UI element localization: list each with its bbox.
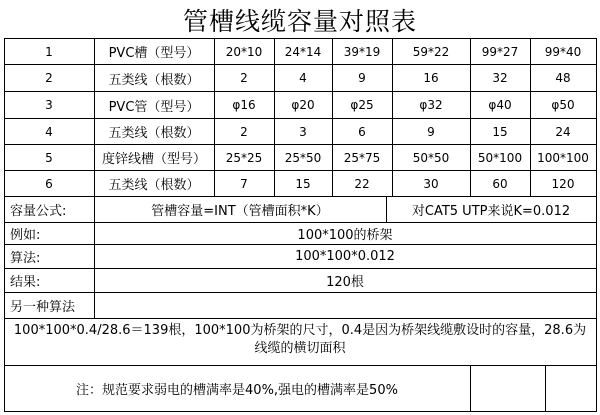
formula-note: 对CAT5 UTP来说K=0.012: [411, 204, 571, 219]
row-label: PVC管（型号）: [108, 99, 200, 115]
table-cell: 15: [295, 176, 311, 191]
table-cell: 24: [555, 124, 571, 139]
table-cell: φ16: [232, 98, 256, 112]
table-cell: 60: [492, 176, 508, 191]
table-cell: 16: [423, 71, 439, 85]
table-cell: φ32: [419, 98, 443, 112]
table-cell: 59*22: [412, 44, 450, 59]
table-cell: 100*100: [537, 150, 589, 165]
table-cell: 99*40: [544, 44, 582, 59]
formula-label: 容量公式:: [10, 204, 67, 219]
table-cell: 20*10: [225, 44, 263, 59]
table-cell: 2: [240, 124, 248, 139]
table-cell: φ50: [551, 98, 575, 112]
column-rule: [94, 292, 95, 318]
row-number: 4: [45, 124, 53, 139]
table-cell: 4: [299, 71, 307, 85]
table-cell: 30: [423, 176, 439, 191]
row-label: 五类线（根数）: [108, 72, 200, 88]
footnote-text: 注：规范要求弱电的槽满率是40%,强电的槽满率是50%: [76, 383, 398, 398]
row-label: 五类线（根数）: [108, 178, 200, 193]
table-cell: 22: [354, 176, 370, 191]
table-cell: 25*25: [225, 150, 263, 165]
alt-method-label: 另一种算法: [10, 300, 76, 315]
row-number: 6: [45, 176, 53, 191]
table-cell: 3: [299, 124, 307, 139]
calc-value: 100*100*0.012: [295, 249, 395, 264]
table-cell: 48: [555, 71, 571, 85]
example-value: 100*100的桥架: [297, 228, 393, 243]
table-cell: 15: [492, 124, 508, 139]
table-cell: 120: [551, 176, 575, 191]
table-cell: 6: [358, 124, 366, 139]
table-cell: 25*50: [284, 150, 322, 165]
table-cell: 24*14: [284, 44, 322, 59]
table-border-right: [596, 38, 597, 412]
column-rule: [545, 365, 546, 411]
table-cell: φ40: [488, 98, 512, 112]
table-cell: 39*19: [343, 44, 381, 59]
column-rule: [470, 365, 471, 411]
table-cell: 2: [240, 71, 248, 85]
table-cell: 32: [492, 71, 508, 85]
result-label: 结果:: [10, 275, 41, 290]
table-cell: 7: [240, 176, 248, 191]
example-label: 例如:: [10, 228, 41, 243]
table-cell: φ25: [350, 98, 374, 112]
table-cell: 9: [358, 71, 366, 85]
table-cell: 25*75: [343, 150, 381, 165]
row-number: 5: [45, 150, 53, 165]
table-cell: 50*100: [477, 150, 523, 165]
row-rule: [4, 411, 597, 412]
calc-label: 算法:: [10, 251, 41, 266]
page-title: 管槽线缆容量对照表: [182, 7, 417, 36]
row-number: 1: [45, 44, 53, 59]
row-label: 五类线（根数）: [108, 126, 200, 141]
row-rule: [4, 318, 597, 319]
row-number: 2: [45, 71, 53, 85]
table-cell: 99*27: [481, 44, 519, 59]
table-cell: 9: [427, 124, 435, 139]
table-cell: φ20: [291, 98, 315, 112]
row-label: PVC槽（型号）: [108, 46, 200, 61]
table-cell: 50*50: [412, 150, 450, 165]
result-value: 120根: [326, 275, 364, 290]
explanation-text: 100*100*0.4/28.6＝139根，100*100为桥架的尺寸，0.4是因为桥架线缆敷设时的容量，28.6为线缆的横切面积: [13, 323, 587, 356]
formula-main: 管槽容量=INT（管槽面积*K）: [151, 204, 329, 219]
row-label: 度锌线槽（型号）: [101, 152, 206, 167]
row-number: 3: [45, 98, 53, 112]
